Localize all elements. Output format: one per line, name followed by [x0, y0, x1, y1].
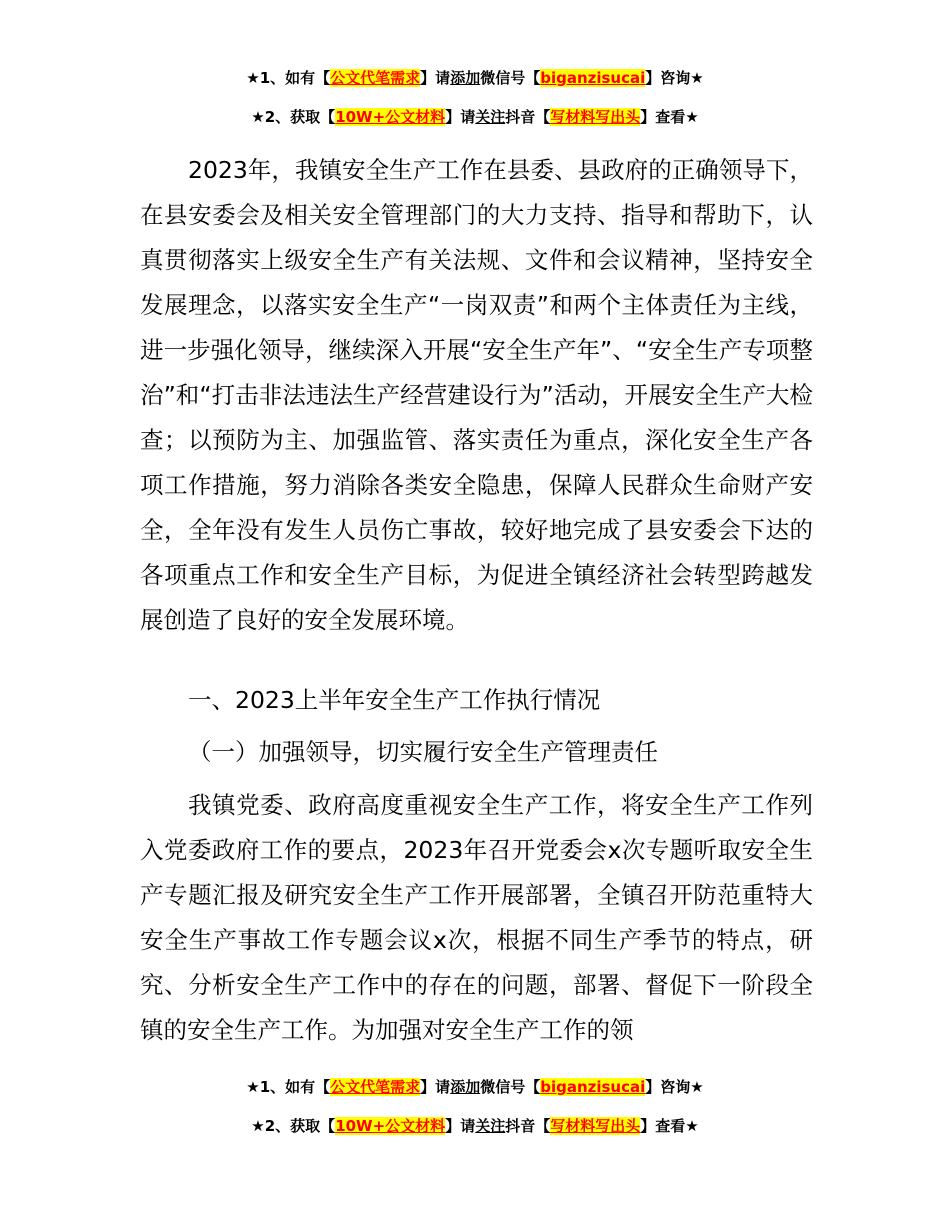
promo-underline: 关注 [475, 108, 506, 126]
promo-text: ★1、如有【 [246, 69, 331, 87]
promo-highlight: 10W+公文材料 [335, 108, 446, 126]
promo-highlight: 10W+公文材料 [335, 1117, 446, 1135]
promo-text: ★2、获取【 [251, 1117, 336, 1135]
douyin-account-highlight: 写材料写出头 [550, 108, 641, 126]
promo-text: ★2、获取【 [251, 108, 336, 126]
promo-text: 】查看★ [640, 1117, 699, 1135]
promo-underline: 添加 [450, 1078, 481, 1096]
promo-text: ★1、如有【 [246, 1078, 331, 1096]
promo-line-2 [0, 1115, 950, 1137]
promo-text: 抖音【 [505, 1117, 551, 1135]
promo-text: 】请 [420, 69, 451, 87]
body-paragraph: 我镇党委、政府高度重视安全生产工作，将安全生产工作列入党委政府工作的要点，2023年召开党委会x次专题听取安全生产专题汇报及研究安全生产工作开展部署，全镇召开防范重特大安全生产事故工作专题会议x次，根据不同生产季节的特点，研究、分析安全生产工作中的存在的问题，部署、督促下一阶段全镇的安全生产工作。为加强对安全生产工作的领 [140, 791, 813, 1044]
promo-underline: 关注 [475, 1117, 506, 1135]
promo-text: 】请 [445, 108, 476, 126]
promo-line-2 [0, 106, 950, 128]
wechat-id-highlight: biganzisucai [540, 1078, 646, 1096]
douyin-account-highlight: 写材料写出头 [550, 1117, 641, 1135]
promo-text: 】请 [420, 1078, 451, 1096]
subsection-heading: （一）加强领导，切实履行安全生产管理责任 [188, 738, 658, 766]
promo-text: 】咨询★ [645, 1078, 704, 1096]
promo-text: 】请 [445, 1117, 476, 1135]
promo-text: 】查看★ [640, 108, 699, 126]
promo-text: 微信号【 [480, 1078, 541, 1096]
wechat-id-highlight: biganzisucai [540, 69, 646, 87]
promo-text: 微信号【 [480, 69, 541, 87]
promo-line-1 [0, 1076, 950, 1098]
promo-underline: 添加 [450, 69, 481, 87]
promo-highlight: 公文代笔需求 [330, 1078, 421, 1096]
promo-text: 】咨询★ [645, 69, 704, 87]
promo-line-1 [0, 67, 950, 89]
intro-paragraph: 2023年，我镇安全生产工作在县委、县政府的正确领导下，在县安委会及相关安全管理部门的大力支持、指导和帮助下，认真贯彻落实上级安全生产有关法规、文件和会议精神，坚持安全发展理念，以落实安全生产“一岗双责”和两个主体责任为主线，进一步强化领导，继续深入开展“安全生产年”、“安全生产专项整治”和“打击非法违法生产经营建设行为”活动，开展安全生产大检查；以预防为主、加强监管、落实责任为重点，深化安全生产各项工作措施，努力消除各类安全隐患，保障人民群众生命财产安全，全年没有发生人员伤亡事故，较好地完成了县安委会下达的各项重点工作和安全生产目标，为促进全镇经济社会转型跨越发展创造了良好的安全发展环境。 [140, 156, 813, 634]
promo-highlight: 公文代笔需求 [330, 69, 421, 87]
section-heading: 一、2023上半年安全生产工作执行情况 [188, 686, 601, 714]
promo-text: 抖音【 [505, 108, 551, 126]
